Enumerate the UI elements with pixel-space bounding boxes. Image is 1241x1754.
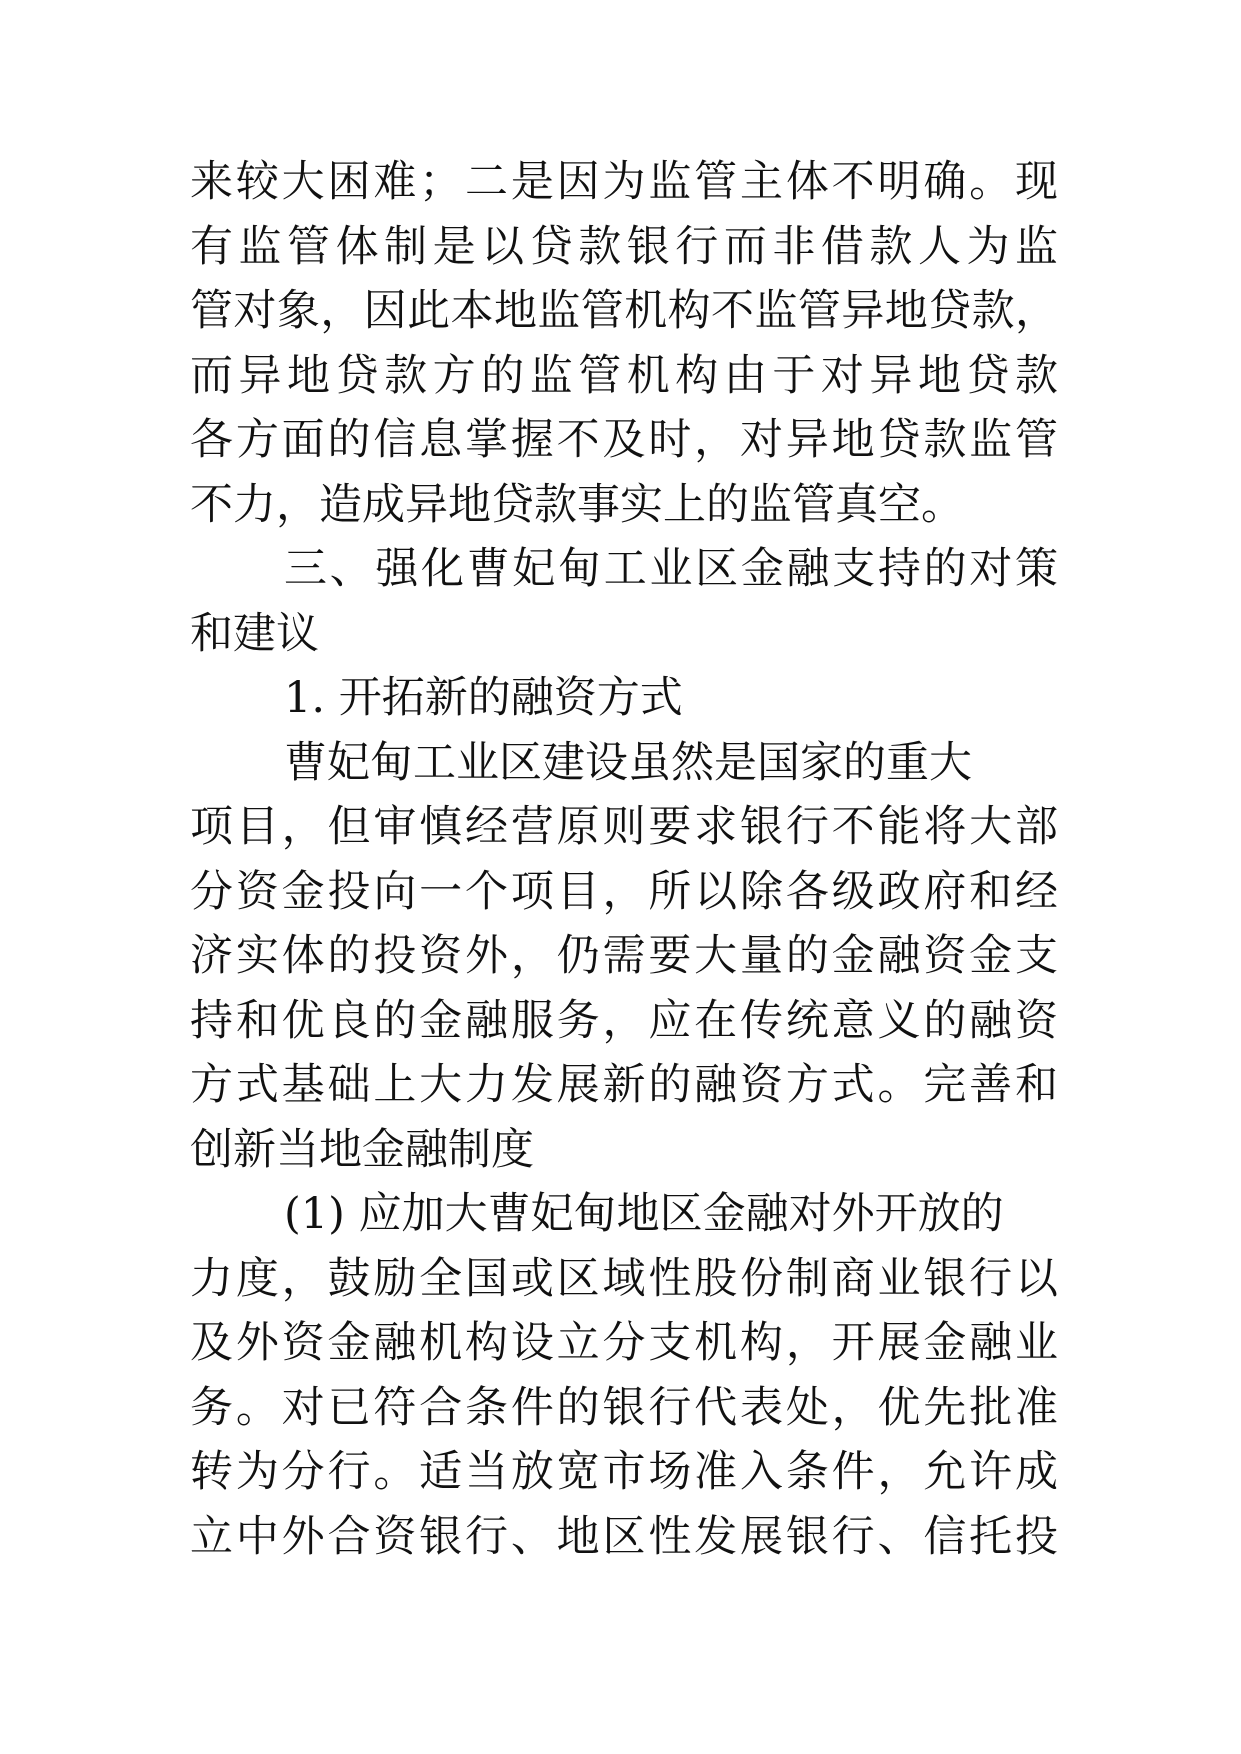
- text-line: 管对象，因此本地监管机构不监管异地贷款，: [190, 286, 1058, 336]
- subsection-heading: 1. 开拓新的融资方式: [284, 673, 683, 723]
- text-line: 持和优良的金融服务，应在传统意义的融资: [190, 995, 1058, 1046]
- text-line: 项目，但审慎经营原则要求银行不能将大部: [190, 802, 1058, 852]
- text-line: 及外资金融机构设立分支机构，开展金融业: [190, 1318, 1058, 1368]
- text-line: 立中外合资银行、地区性发展银行、信托投: [190, 1511, 1058, 1562]
- section-heading-line: 和建议: [190, 608, 319, 659]
- text-line: 有监管体制是以贷款银行而非借款人为监: [190, 221, 1058, 272]
- section-heading-line: 三、强化曹妃甸工业区金融支持的对策: [284, 544, 1058, 594]
- text-line: 转为分行。适当放宽市场准入条件，允许成: [190, 1447, 1058, 1497]
- text-line: 来较大困难；二是因为监管主体不明确。现: [190, 157, 1058, 207]
- text-line: 力度，鼓励全国或区域性股份制商业银行以: [190, 1253, 1058, 1304]
- text-line: 济实体的投资外，仍需要大量的金融资金支: [190, 931, 1058, 981]
- text-line: 创新当地金融制度: [190, 1124, 534, 1175]
- body-text: [190, 150, 1058, 1569]
- text-line: 曹妃甸工业区建设虽然是国家的重大: [284, 737, 972, 788]
- text-line: 分资金投向一个项目，所以除各级政府和经: [190, 866, 1058, 917]
- text-line: 务。对已符合条件的银行代表处，优先批准: [190, 1382, 1058, 1433]
- text-line: 而异地贷款方的监管机构由于对异地贷款: [190, 350, 1058, 401]
- text-line: (1) 应加大曹妃甸地区金融对外开放的: [284, 1189, 1004, 1239]
- text-line: 方式基础上大力发展新的融资方式。完善和: [190, 1060, 1058, 1110]
- text-line: 不力，造成异地贷款事实上的监管真空。: [190, 479, 964, 530]
- text-line: 各方面的信息掌握不及时，对异地贷款监管: [190, 415, 1058, 465]
